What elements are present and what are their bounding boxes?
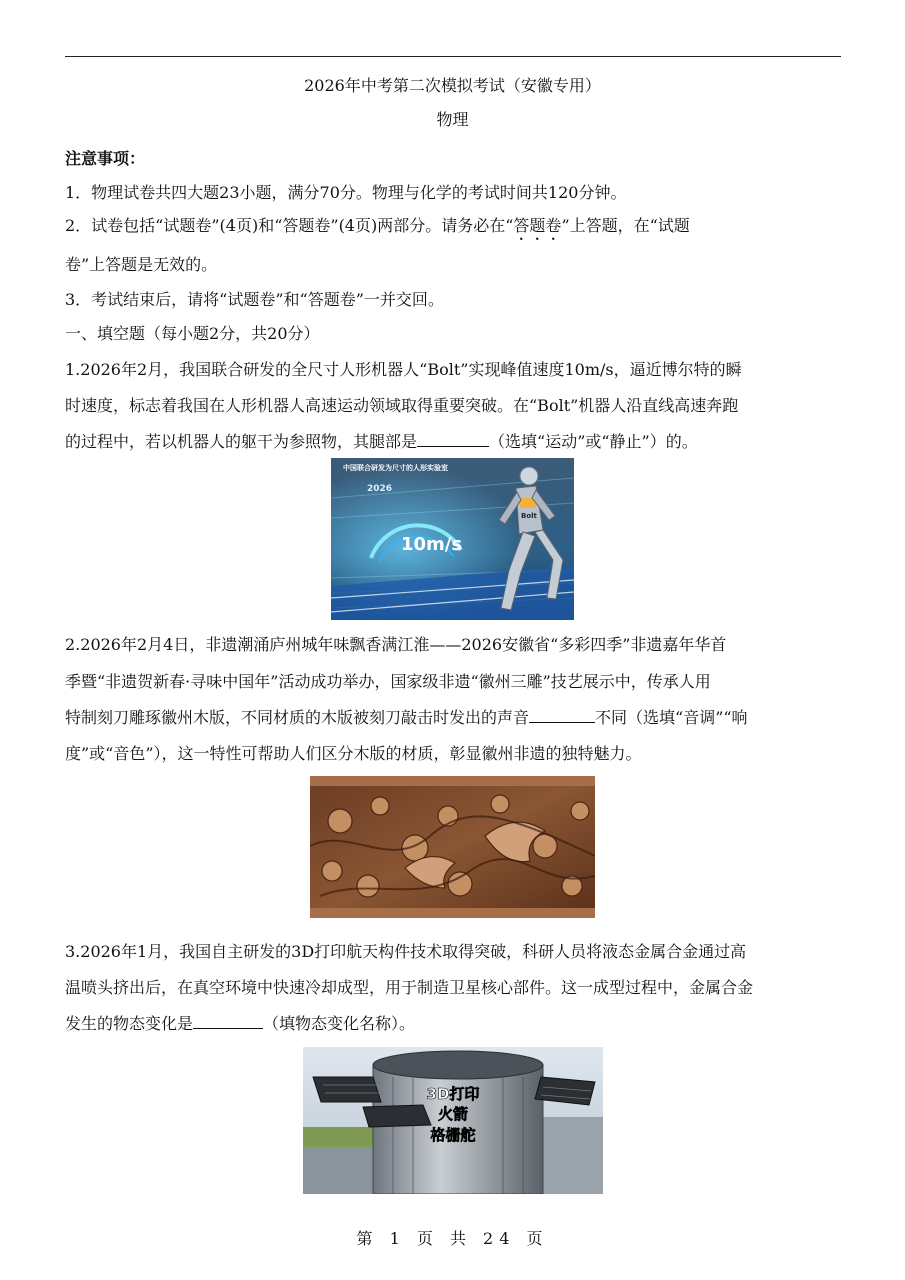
q3-image-caption-2: 火箭 [437, 1105, 469, 1123]
notice-heading: 注意事项： [65, 149, 146, 168]
notice-item-2-emphasis: 答题卷 [513, 216, 562, 235]
q3-image-caption-3: 格栅舵 [430, 1126, 476, 1144]
q2-line-1: 2.2026年2月4日，非遗潮涌庐州城年味飘香满江淮——2026安徽省“多彩四季”非遗嘉年华首 [65, 635, 727, 654]
q2-woodcarving-image [310, 776, 595, 918]
section-1-heading: 一、填空题（每小题2分，共20分） [65, 324, 320, 343]
notice-item-2 [65, 213, 843, 244]
q3-line-3-pre: 发生的物态变化是 [65, 1014, 194, 1033]
notice-item-2-pre: 2．试卷包括“试题卷”(4页)和“答题卷”(4页)两部分。请务必在“ [65, 216, 514, 235]
q3-rocket-image [303, 1047, 603, 1194]
q1-image-banner: 中国联合研发为尺寸的人形实验室 [343, 464, 448, 472]
q1-image-speed: 10m/s [401, 534, 463, 555]
q2-line-4: 度”或“音色”），这一特性可帮助人们区分木版的材质，彰显徽州非遗的独特魅力。 [65, 744, 642, 763]
q1-line-1: 1.2026年2月，我国联合研发的全尺寸人形机器人“Bolt”实现峰值速度10m/s，逼近博尔特的瞬 [65, 360, 742, 379]
q1-robot-label: Bolt [521, 512, 537, 520]
q2-line-2: 季暨“非遗贺新春·寻味中国年”活动成功举办，国家级非遗“徽州三雕”技艺展示中，传承人用 [65, 672, 711, 691]
q1-answer-blank [417, 429, 489, 447]
q1-line-3-pre: 的过程中，若以机器人的躯干为参照物，其腿部是 [65, 432, 418, 451]
q3-line-3 [65, 1011, 843, 1034]
q3-line-3-post: （填物态变化名称）。 [263, 1014, 416, 1033]
q1-line-2: 时速度，标志着我国在人形机器人高速运动领域取得重要突破。在“Bolt”机器人沿直线高速奔跑 [65, 396, 739, 415]
q3-answer-blank [193, 1011, 263, 1029]
q1-robot-image [331, 458, 574, 620]
q3-rocket-illustration [303, 1047, 603, 1194]
q1-image-year: 2026 [367, 484, 393, 494]
q2-line-3-pre: 特制刻刀雕琢徽州木版，不同材质的木版被刻刀敲击时发出的声音 [65, 708, 530, 727]
notice-item-1: 1．物理试卷共四大题23小题，满分70分。物理与化学的考试时间共120分钟。 [65, 183, 627, 202]
notice-item-2-post: ”上答题，在“试题 [561, 216, 690, 235]
q2-woodcarving-illustration [310, 776, 595, 918]
q1-line-3-post: （选填“运动”或“静止”）的。 [489, 432, 698, 451]
q3-image-caption-1: 3D打印 [426, 1085, 480, 1103]
q1-robot-illustration [331, 458, 574, 620]
q3-line-1: 3.2026年1月，我国自主研发的3D打印航天构件技术取得突破，科研人员将液态金属合金通过高 [65, 942, 747, 961]
q2-answer-blank [529, 705, 595, 723]
q3-line-2: 温喷头挤出后，在真空环境中快速冷却成型，用于制造卫星核心部件。这一成型过程中，金属合金 [65, 978, 754, 997]
page-number: 第 1 页 共 24 页 [356, 1229, 549, 1248]
notice-item-2-line2: 卷”上答题是无效的。 [65, 255, 218, 274]
q1-line-3 [65, 429, 843, 452]
notice-item-3: 3．考试结束后，请将“试题卷”和“答题卷”一并交回。 [65, 290, 444, 309]
q2-line-3-post: 不同（选填“音调”“响 [595, 708, 748, 727]
header-rule [65, 56, 841, 57]
exam-title: 2026年中考第二次模拟考试（安徽专用） [304, 76, 601, 95]
subject-title: 物理 [436, 110, 469, 129]
q2-line-3 [65, 705, 843, 728]
